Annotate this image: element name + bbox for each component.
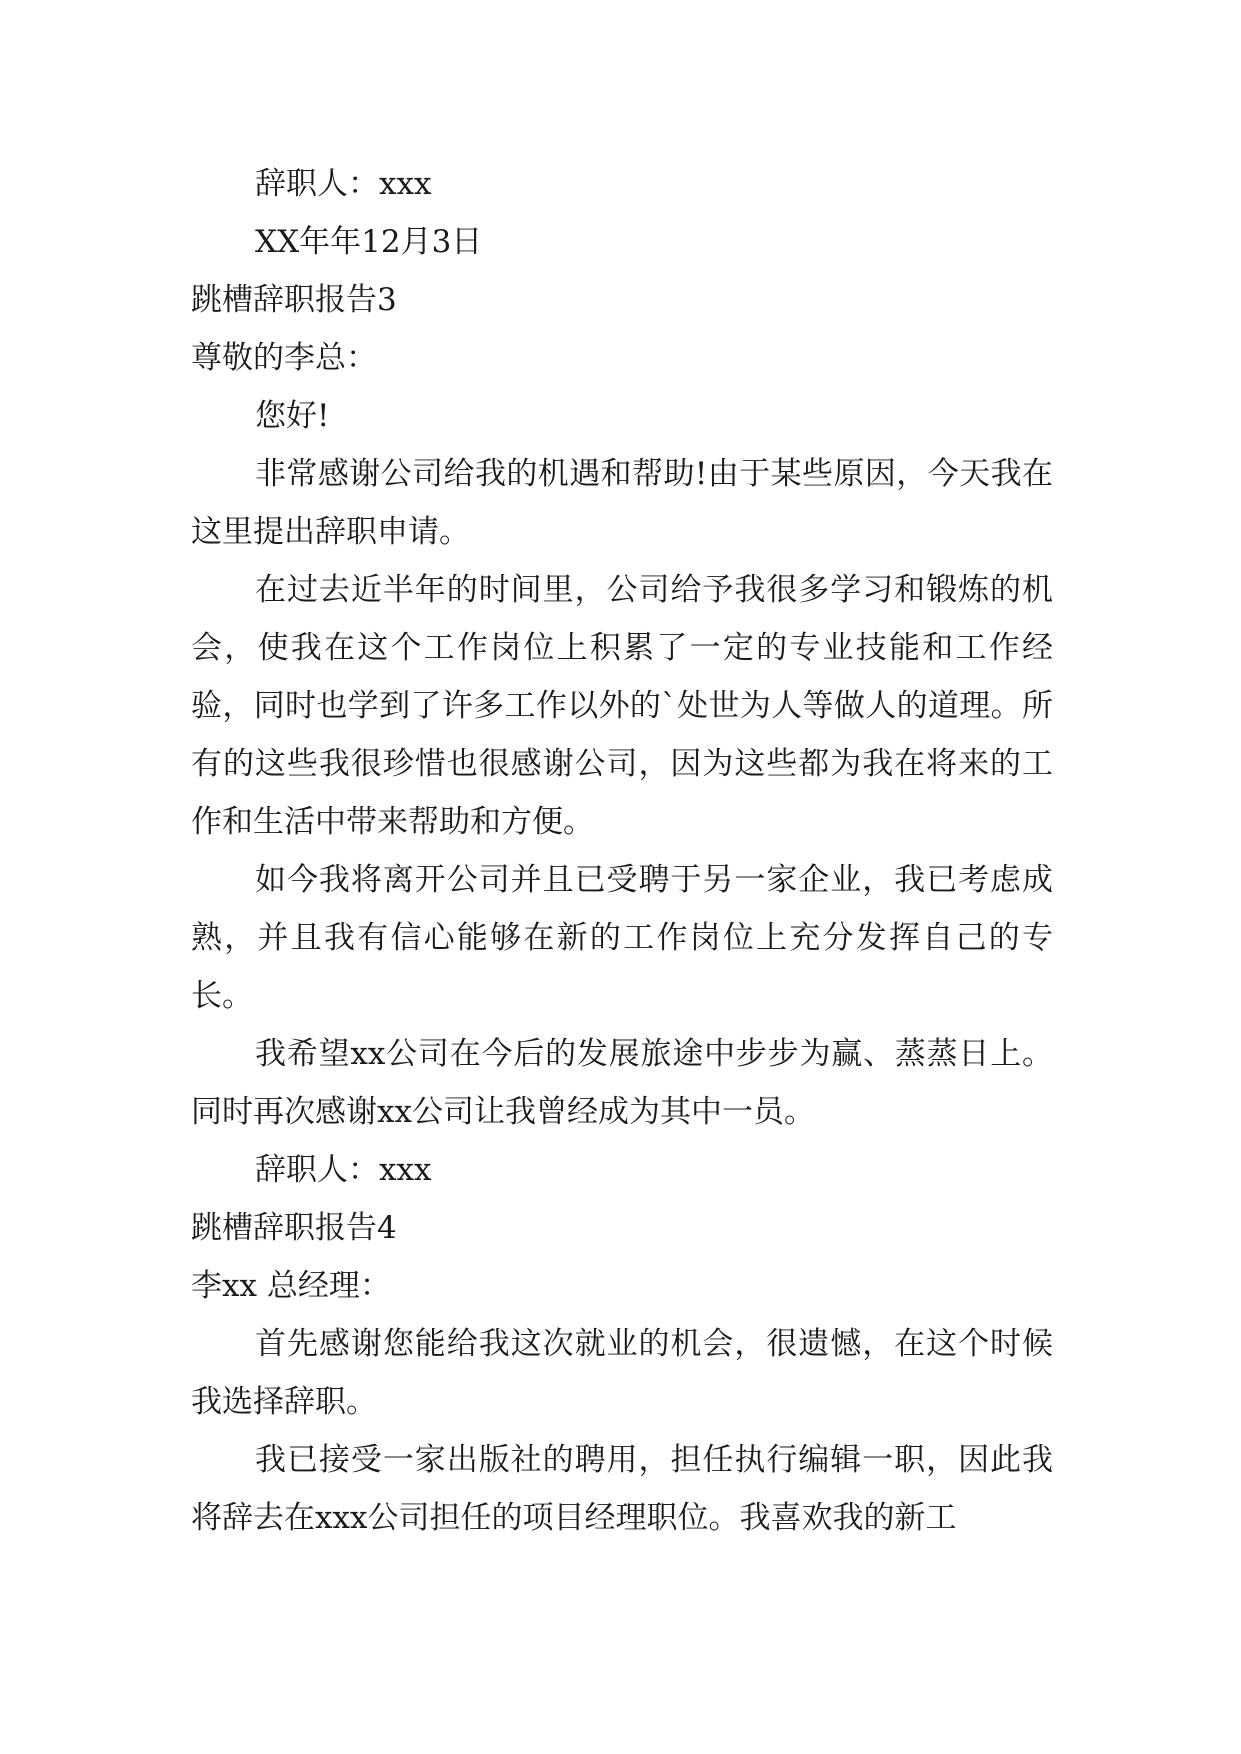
report-3-paragraph-4: 我希望xx公司在今后的发展旅途中步步为赢、蒸蒸日上。同时再次感谢xx公司让我曾经成为其中一员。 (191, 1036, 1053, 1130)
report-3-signer: 辞职人：xxx (255, 1152, 432, 1188)
report-3-greeting: 您好! (255, 398, 330, 434)
report-4-title: 跳槽辞职报告4 (191, 1210, 397, 1246)
signer-line: 辞职人：xxx (255, 166, 432, 202)
report-3-title: 跳槽辞职报告3 (191, 282, 397, 318)
report-4-paragraph-1: 首先感谢您能给我这次就业的机会，很遗憾，在这个时候我选择辞职。 (191, 1326, 1053, 1420)
report-3-paragraph-3: 如今我将离开公司并且已受聘于另一家企业，我已考虑成熟，并且我有信心能够在新的工作岗位上充分发挥自己的专长。 (191, 862, 1053, 1014)
report-4-paragraph-2: 我已接受一家出版社的聘用，担任执行编辑一职，因此我将辞去在xxx公司担任的项目经理职位。我喜欢我的新工 (191, 1442, 1053, 1536)
report-4-salutation: 李xx 总经理： (191, 1268, 391, 1304)
document-body (191, 155, 1053, 1547)
report-3-salutation: 尊敬的李总： (191, 340, 377, 376)
report-3-paragraph-2: 在过去近半年的时间里，公司给予我很多学习和锻炼的机会，使我在这个工作岗位上积累了一定的专业技能和工作经验，同时也学到了许多工作以外的`处世为人等做人的道理。所有的这些我很珍惜也很感谢公司，因为这些都为我在将来的工作和生活中带来帮助和方便。 (191, 572, 1053, 840)
report-3-paragraph-1: 非常感谢公司给我的机遇和帮助!由于某些原因，今天我在这里提出辞职申请。 (191, 456, 1053, 550)
date-line: XX年年12月3日 (255, 224, 483, 260)
